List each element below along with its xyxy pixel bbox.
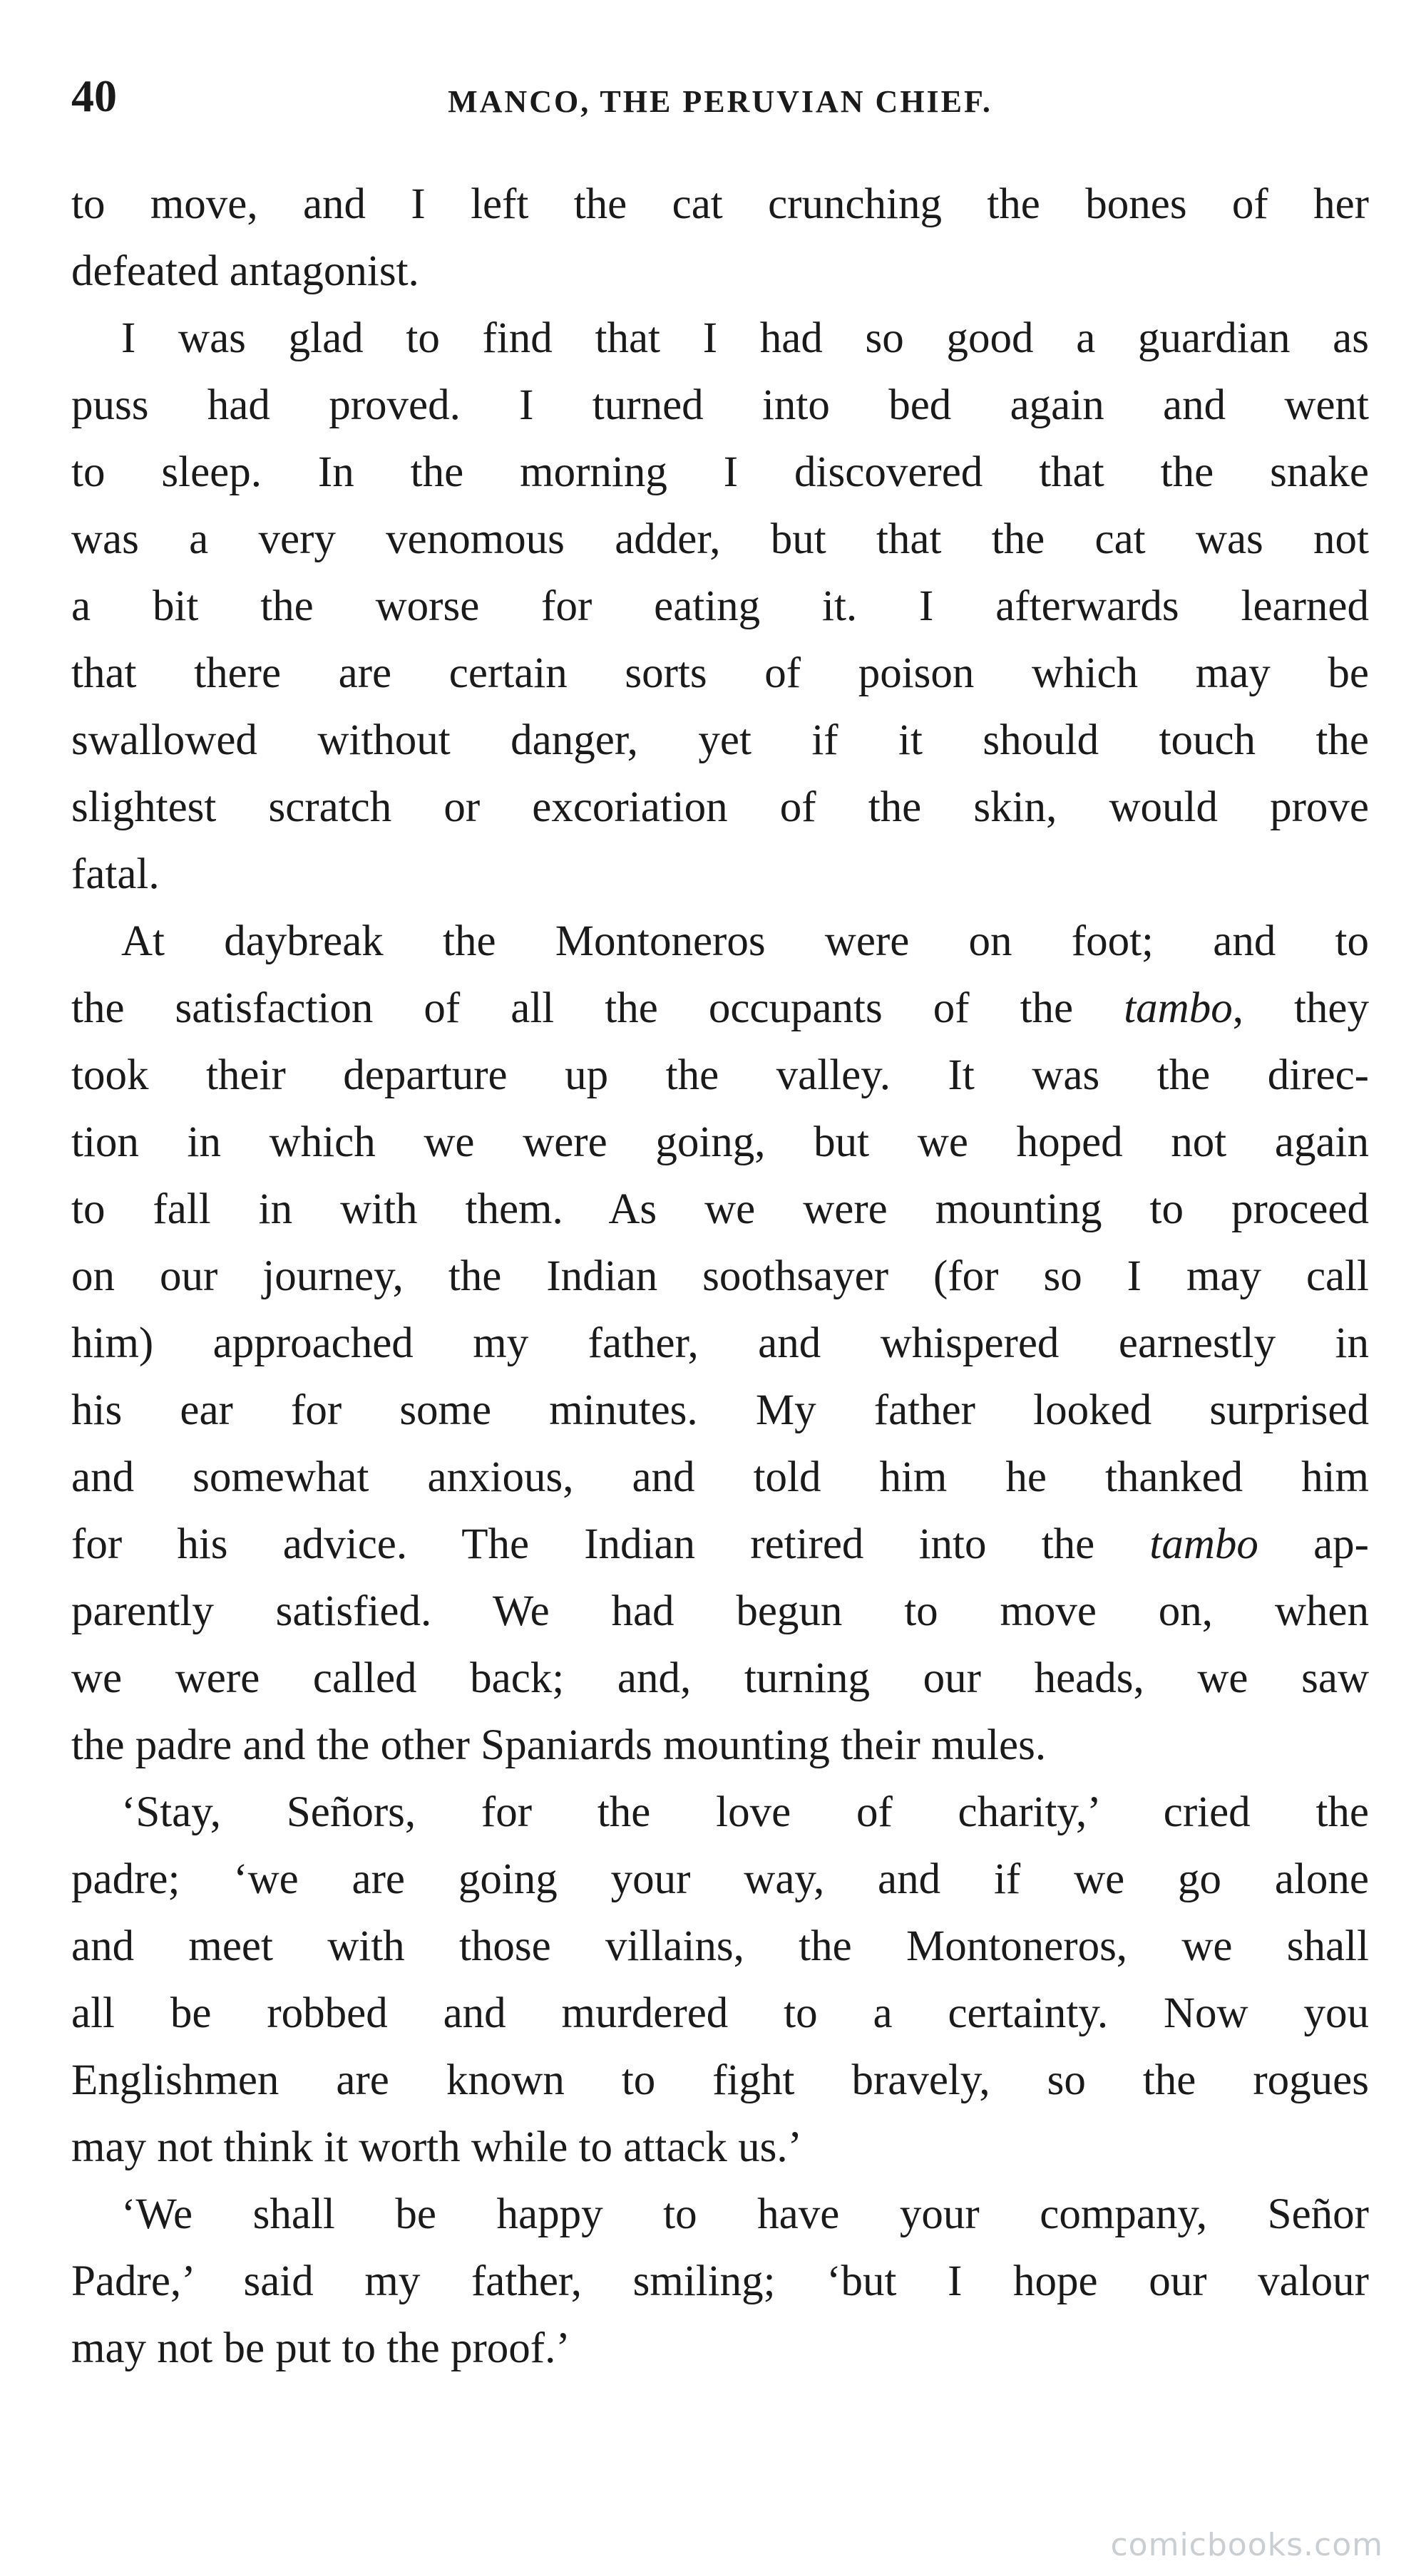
text-line: ‘We shall be happy to have your company, Señor — [121, 2190, 1369, 2238]
text-line: defeated antagonist. — [71, 247, 419, 295]
line-text: the satisfaction of all the occupants of the — [71, 984, 1124, 1032]
page-header — [71, 64, 1369, 128]
text-line: I was glad to find that I had so good a guardian as — [121, 314, 1369, 362]
text-line: and somewhat anxious, and told him he thanked him — [71, 1453, 1369, 1501]
running-title: MANCO, THE PERUVIAN CHIEF. — [448, 84, 992, 119]
text-line: to fall in with them. As we were mounting to proceed — [71, 1185, 1369, 1233]
text-line: all be robbed and murdered to a certainty. Now you — [71, 1989, 1369, 2037]
text-line: Padre,’ said my father, smiling; ‘but I hope our valour — [71, 2257, 1369, 2305]
italic-word: tambo — [1124, 984, 1233, 1032]
line-text: ap- — [1258, 1520, 1369, 1568]
text-line: that there are certain sorts of poison which may be — [71, 649, 1369, 697]
text-line: to move, and I left the cat crunching the bones of her — [71, 180, 1369, 228]
text-line: and meet with those villains, the Montoneros, we shall — [71, 1922, 1369, 1970]
text-line: may not think it worth while to attack us.’ — [71, 2123, 802, 2171]
text-line — [71, 975, 1369, 1042]
text-line: on our journey, the Indian soothsayer (for so I may call — [71, 1252, 1369, 1300]
text-line: to sleep. In the morning I discovered that the snake — [71, 448, 1369, 496]
text-line: slightest scratch or excoriation of the skin, would prove — [71, 783, 1369, 831]
text-line: was a very venomous adder, but that the cat was not — [71, 515, 1369, 563]
text-line: we were called back; and, turning our heads, we saw — [71, 1654, 1369, 1702]
text-line: him) approached my father, and whispered earnestly in — [71, 1319, 1369, 1367]
page-number: 40 — [71, 71, 117, 121]
text-line — [71, 1511, 1369, 1578]
text-line: the padre and the other Spaniards mounting their mules. — [71, 1721, 1047, 1769]
text-line: swallowed without danger, yet if it should touch the — [71, 716, 1369, 764]
body-text — [71, 171, 1369, 2382]
text-line: fatal. — [71, 850, 160, 898]
text-line: ‘Stay, Señors, for the love of charity,’ cried the — [121, 1788, 1369, 1836]
text-line: tion in which we were going, but we hoped not again — [71, 1118, 1369, 1166]
text-line: padre; ‘we are going your way, and if we go alone — [71, 1855, 1369, 1903]
line-text: for his advice. The Indian retired into the — [71, 1520, 1150, 1568]
italic-word: tambo — [1149, 1520, 1258, 1568]
watermark: comicbooks.com — [1110, 2527, 1383, 2563]
line-text: , they — [1232, 984, 1369, 1032]
text-line: took their departure up the valley. It was the direc- — [71, 1051, 1369, 1099]
text-line: Englishmen are known to fight bravely, so the rogues — [71, 2056, 1369, 2104]
text-line: parently satisfied. We had begun to move on, when — [71, 1587, 1369, 1635]
text-line: a bit the worse for eating it. I afterwards learned — [71, 582, 1369, 630]
text-line: his ear for some minutes. My father looked surprised — [71, 1386, 1369, 1434]
text-line: may not be put to the proof.’ — [71, 2324, 570, 2372]
text-line: At daybreak the Montoneros were on foot; and to — [121, 917, 1369, 965]
text-line: puss had proved. I turned into bed again and went — [71, 381, 1369, 429]
